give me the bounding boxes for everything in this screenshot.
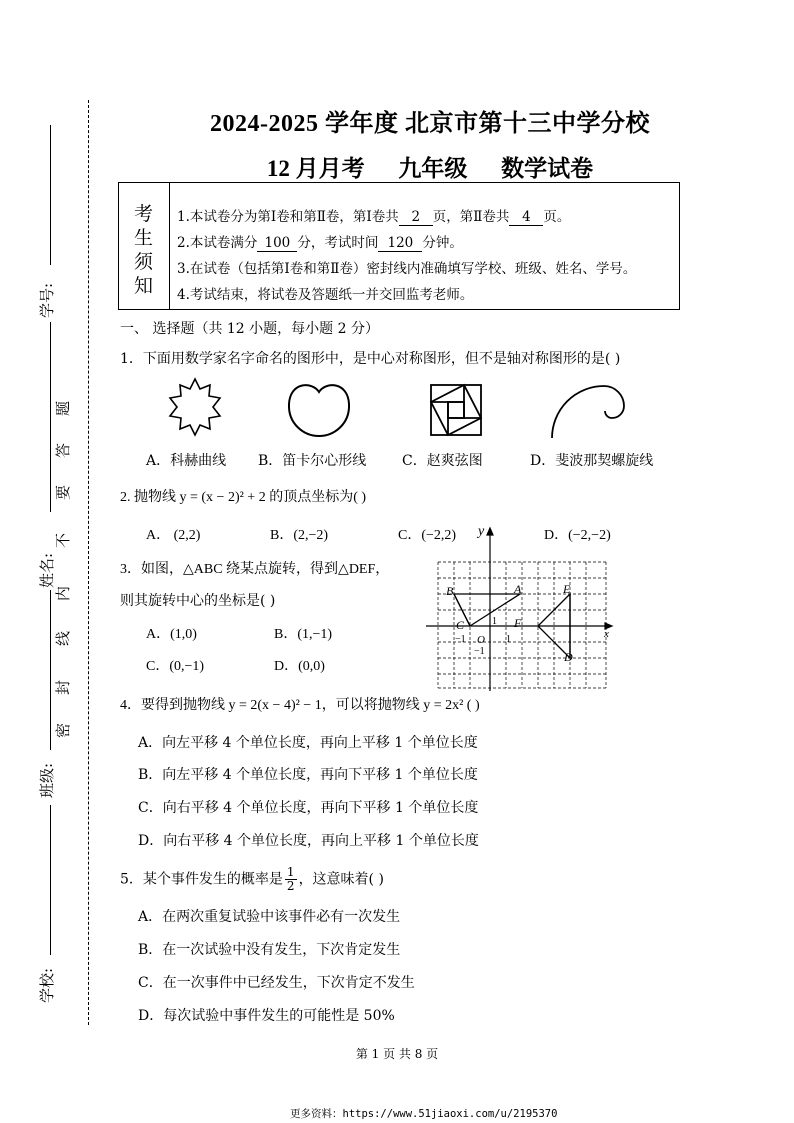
cardioid-figure [284, 378, 354, 440]
notice-text: 2.本试卷满分 [177, 235, 258, 251]
question-1-option-c[interactable]: C．赵爽弦图 [402, 453, 483, 469]
koch-snowflake-figure [160, 376, 230, 438]
notice-text: 1.本试卷分为第Ⅰ卷和第Ⅱ卷，第Ⅰ卷共 [177, 209, 399, 225]
notice-head-char-3: 须 [134, 251, 154, 273]
margin-line-4 [50, 805, 51, 955]
tick-label-y-neg1: −1 [474, 646, 485, 657]
fraction-denominator: 2 [286, 879, 295, 893]
notice-text: 分，考试时间 [297, 235, 379, 251]
question-4-option-d[interactable]: D．向右平移 4 个单位长度，再向上平移 1 个单位长度 [138, 833, 479, 849]
point-a-label: A [514, 582, 522, 596]
question-3-stem-line-2: 则其旋转中心的坐标是( ) [120, 593, 276, 609]
seal-char-4: 不 [54, 532, 73, 549]
question-3-stem-line-1: 3．如图，△ABC 绕某点旋转，得到△DEF， [120, 562, 390, 577]
seal-char-8: 密 [54, 722, 73, 739]
question-2-option-b[interactable]: B．(2,−2) [270, 528, 329, 543]
notice-heading [119, 183, 170, 309]
question-4-option-b[interactable]: B．向左平移 4 个单位长度，再向下平移 1 个单位长度 [138, 767, 478, 783]
seal-dashed-line [88, 100, 89, 1025]
origin-label: O [477, 634, 485, 646]
question-5-stem [120, 866, 384, 893]
question-3-option-c[interactable]: C．(0,−1) [146, 659, 205, 674]
question-5-option-d[interactable]: D．每次试验中事件发生的可能性是 50% [138, 1008, 395, 1024]
notice-blank: 120 [378, 235, 422, 252]
exam-grade: 九年级 [398, 156, 468, 181]
fibonacci-spiral-shape [552, 386, 624, 438]
name-label: 姓名: [38, 552, 57, 589]
question-3-option-b[interactable]: B．(1,−1) [274, 627, 333, 642]
rotation-grid-figure [420, 526, 615, 691]
margin-line-2 [50, 322, 51, 512]
notice-item-3: 3.在试卷（包括第Ⅰ卷和第Ⅱ卷）密封线内准确填写学校、班级、姓名、学号。 [177, 261, 637, 277]
question-1-option-a[interactable]: A．科赫曲线 [146, 453, 227, 469]
axis-y-label: y [478, 524, 485, 539]
point-e-label: E [563, 582, 571, 596]
exam-title: 2024-2025 学年度 北京市第十三中学分校 [210, 111, 650, 137]
page-footer: 第 1 页 共 8 页 [355, 1047, 439, 1061]
question-1-stem: 1．下面用数学家名字命名的图形中，是中心对称图形，但不是轴对称图形的是( ) [120, 351, 621, 367]
seal-char-2: 答 [54, 442, 73, 459]
zhao-shuang-figure [428, 382, 484, 438]
fraction [285, 866, 297, 893]
notice-text: 分钟。 [422, 235, 463, 251]
question-4-option-a[interactable]: A．向左平移 4 个单位长度，再向上平移 1 个单位长度 [138, 735, 478, 751]
seal-char-5: 内 [54, 585, 73, 602]
notice-blank: 100 [257, 235, 297, 252]
section-heading: 一、 选择题（共 12 小题，每小题 2 分） [120, 321, 379, 337]
tick-label-x-neg1: −1 [455, 634, 466, 645]
question-5-stem-pre: 5．某个事件发生的概率是 [120, 871, 283, 888]
notice-head-char-2: 生 [134, 227, 154, 249]
tick-label-y-1: 1 [492, 616, 497, 627]
question-1-option-d[interactable]: D．斐波那契螺旋线 [530, 453, 654, 469]
question-2-option-a[interactable]: A． (2,2) [146, 528, 201, 543]
exam-subject: 数学试卷 [501, 156, 594, 181]
question-3-option-a[interactable]: A．(1,0) [146, 627, 197, 642]
notice-text: 页。 [543, 209, 571, 225]
notice-item-2 [177, 231, 463, 252]
notice-head-char-1: 考 [134, 203, 154, 225]
notice-item-1 [177, 205, 570, 226]
cardioid-shape [289, 385, 349, 436]
question-1-option-b[interactable]: B．笛卡尔心形线 [258, 453, 367, 469]
question-2-option-c[interactable]: C．(−2,2) [398, 528, 457, 543]
seal-char-6: 线 [54, 630, 73, 647]
question-4-option-c[interactable]: C．向右平移 4 个单位长度，再向下平移 1 个单位长度 [138, 800, 479, 816]
school-label: 学校: [38, 967, 57, 1004]
student-id-label: 学号: [38, 282, 57, 319]
class-label: 班级: [38, 762, 57, 799]
seal-char-3: 要 [54, 484, 73, 501]
notice-box [118, 182, 680, 310]
notice-item-4: 4.考试结束，将试卷及答题纸一并交回监考老师。 [177, 287, 474, 303]
question-5-option-b[interactable]: B．在一次试验中没有发生，下次肯定发生 [138, 942, 401, 958]
question-5-option-a[interactable]: A．在两次重复试验中该事件必有一次发生 [138, 909, 401, 925]
point-b-label: B [446, 584, 454, 598]
question-5-stem-post: ，这意味着( ) [298, 871, 384, 888]
question-4-stem: 4．要得到抛物线 y = 2(x − 4)² − 1，可以将抛物线 y = 2x² ( ) [120, 698, 480, 713]
point-f-label: F [514, 616, 522, 630]
notice-blank: 2 [399, 209, 433, 226]
exam-subtitle [120, 150, 740, 183]
exam-month: 12 月月考 [266, 156, 365, 181]
question-3-option-d[interactable]: D．(0,0) [274, 659, 325, 674]
notice-blank: 4 [509, 209, 543, 226]
tick-label-x-1: 1 [506, 634, 511, 645]
axis-x-label: x [604, 628, 609, 640]
zhao-shuang-shape [431, 385, 481, 435]
question-2-stem: 2. 抛物线 y = (x − 2)² + 2 的顶点坐标为( ) [120, 490, 367, 505]
fibonacci-spiral-figure [548, 378, 628, 440]
notice-head-char-4: 知 [134, 275, 154, 297]
seal-char-7: 封 [54, 679, 73, 696]
question-2-option-d[interactable]: D．(−2,−2) [544, 528, 611, 543]
point-c-label: C [456, 618, 465, 632]
notice-text: 页，第Ⅱ卷共 [432, 209, 510, 225]
koch-snowflake-shape [170, 379, 220, 435]
question-5-option-c[interactable]: C．在一次事件中已经发生，下次肯定不发生 [138, 975, 415, 991]
fraction-numerator: 1 [286, 865, 295, 879]
margin-line-3 [50, 590, 51, 750]
seal-char-1: 题 [54, 400, 73, 417]
point-d-label: D [564, 650, 573, 664]
resource-link[interactable]: 更多资料：https://www.51jiaoxi.com/u/2195370 [290, 1108, 558, 1120]
margin-line-top [50, 125, 51, 265]
